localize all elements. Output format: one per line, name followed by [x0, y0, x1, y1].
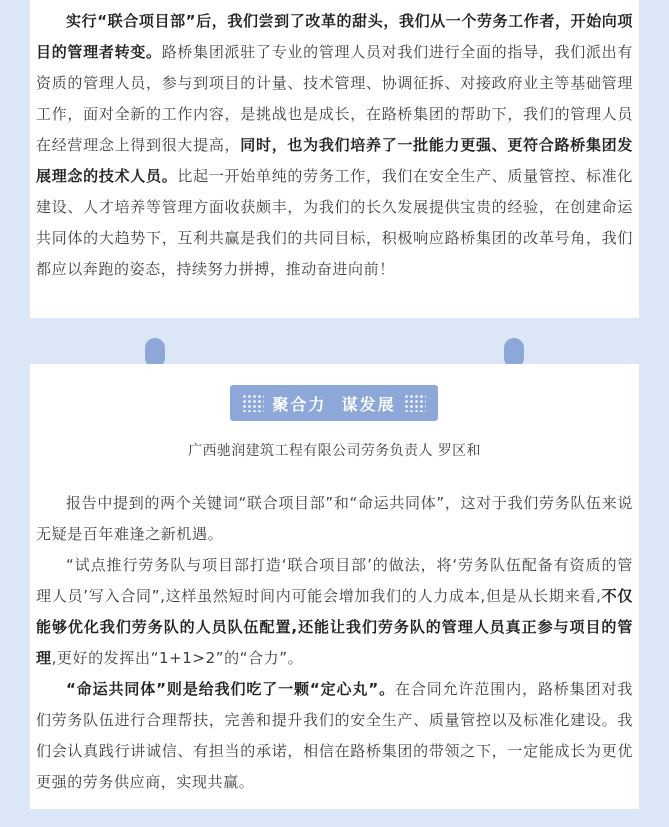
- text-run: 在合同允许范围内，路桥集团对我们劳务队伍进行合理帮扶，完善和提升我们的安全生产、质量管控以及标准化建设。我们会认真践行讲诚信、有担当的承诺，相信在路桥集团的带领之下，一定能成长为更优更强的劳务供应商，实现共赢。: [36, 680, 633, 791]
- text-run: 路桥集团派驻了专业的管理人员对我们进行全面的指导，我们派出有资质的管理人员，参与到项目的计量、技术管理、协调征拆、对接政府业主等基础管理工作，面对全新的工作内容，是挑战也是成长，在路桥集团的帮助下，我们的管理人员在经营理念上得到很大提高，: [36, 43, 633, 154]
- text-run: ,更好的发挥出“1+1>2”的“合力”。: [51, 649, 304, 667]
- paragraph-keywords: 报告中提到的两个关键词“联合项目部”和“命运共同体”，这对于我们劳务队伍来说无疑是百年难逢之新机遇。: [36, 494, 633, 543]
- text-run: 不仅能够优化我们劳务队的人员队伍配置,还能让我们劳务队的管理人员真正参与项目的管理: [36, 587, 634, 667]
- dot-pattern-icon: [242, 394, 264, 412]
- article-card-bottom: [30, 364, 639, 809]
- author-line: 广西驰润建筑工程有限公司劳务负责人 罗区和: [188, 443, 481, 459]
- paragraph-reform-benefits: [36, 6, 633, 285]
- dot-pattern-icon: [404, 394, 426, 412]
- text-run: 同时，也为我们培养了一批能力更强、更符合路桥集团发展理念的技术人员。: [36, 136, 633, 185]
- banner-title: 聚合力 谋发展: [272, 394, 396, 414]
- text-run: “命运共同体”则是给我们吃了一颗“定心丸”。: [66, 680, 395, 698]
- text-run: 比起一开始单纯的劳务工作，我们在安全生产、质量管控、标准化建设、人才培养等管理方面收获颇丰，为我们的长久发展提供宝贵的经验，在创建命运共同体的大趋势下，互利共赢是我们的共同目标，积极响应路桥集团的改革号角，我们都应以奔跑的姿态，持续努力拼搏，推动奋进向前！: [36, 167, 633, 278]
- paragraph-joint-department: [36, 550, 633, 674]
- paragraph-community: [36, 674, 633, 798]
- article-body: [36, 488, 633, 798]
- text-run: 实行“联合项目部”后，我们尝到了改革的甜头，我们从一个劳务工作者，开始向项目的管理者转变。: [36, 12, 633, 61]
- text-run: “试点推行劳务队与项目部打造‘联合项目部’的做法，将‘劳务队伍配备有资质的管理人员’写入合同”,这样虽然短时间内可能会增加我们的人力成本,但是从长期来看,: [36, 556, 633, 605]
- article-card-top: [30, 0, 639, 318]
- section-banner: [230, 385, 438, 421]
